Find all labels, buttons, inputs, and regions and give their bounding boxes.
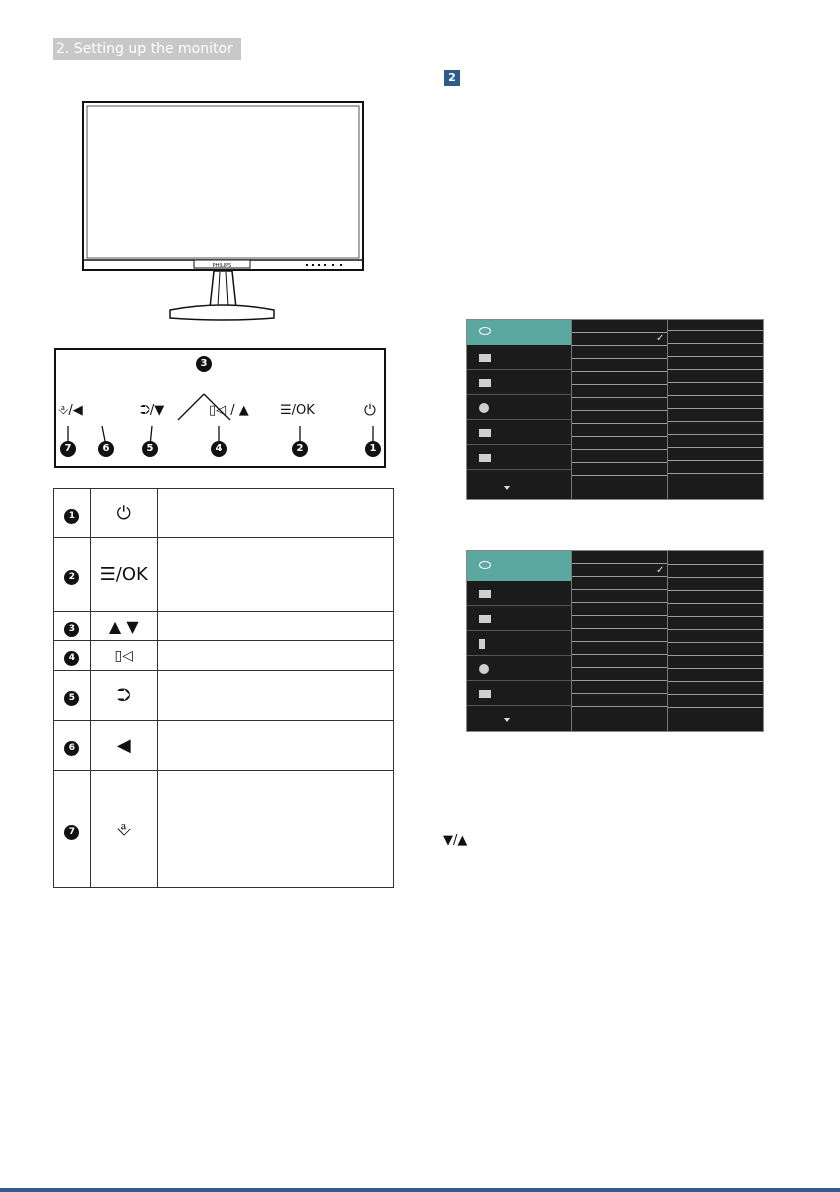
row-description [157, 641, 393, 671]
eye-icon [479, 327, 491, 335]
picture-icon [479, 615, 491, 623]
settings-icon [479, 454, 491, 462]
osd-submenu-2 [667, 551, 763, 731]
row-description [157, 771, 393, 888]
callout-4: 4 [211, 441, 227, 457]
power-icon: ⏻ [90, 489, 157, 538]
osd-item-audio [467, 631, 571, 656]
osd-item-color [467, 395, 571, 420]
input-icon [479, 590, 491, 598]
row-description [157, 671, 393, 721]
chevron-down-icon [504, 718, 510, 722]
language-icon [479, 429, 491, 437]
down-up-arrows-icon: ▼/▲ [443, 833, 468, 848]
callout-5: 5 [142, 441, 158, 457]
osd-submenu-1 [571, 551, 668, 731]
check-icon: ✓ [656, 333, 665, 344]
osd-item-picture [467, 370, 571, 395]
strip-label-audio-up: ▯◁ / ▲ [209, 403, 249, 418]
speaker-icon: ▯◁ [90, 641, 157, 671]
osd-item-lowblue [467, 320, 571, 345]
monitor-screen [87, 106, 359, 258]
osd-submenu-2 [667, 320, 763, 499]
monitor-illustration [74, 96, 374, 326]
language-icon [479, 690, 491, 698]
callout-6: 6 [98, 441, 114, 457]
osd-item-lowblue [467, 551, 571, 581]
row-number: 6 [64, 741, 79, 756]
osd-menu-2 [466, 550, 764, 732]
osd-menu-1 [466, 319, 764, 500]
row-number: 2 [64, 570, 79, 585]
row-description [157, 538, 393, 612]
eye-icon [479, 561, 491, 569]
row-number: 1 [64, 509, 79, 524]
row-description [157, 721, 393, 771]
row-number: 5 [64, 691, 79, 706]
chevron-down-icon [504, 486, 510, 490]
check-icon: ✓ [656, 565, 665, 576]
input-icon [479, 354, 491, 362]
osd-item-language [467, 420, 571, 445]
osd-item-color [467, 656, 571, 681]
osd-item-language [467, 681, 571, 706]
controls-table [53, 488, 394, 888]
callout-2: 2 [292, 441, 308, 457]
table-row [54, 489, 394, 538]
row-description [157, 489, 393, 538]
smartimage-icon: ⎀ [90, 771, 157, 888]
monitor-brand: PHILIPS [212, 263, 232, 269]
strip-label-menu-ok: ☰/OK [280, 403, 315, 418]
color-icon [479, 664, 489, 674]
osd-item-settings [467, 445, 571, 470]
osd-item-input [467, 581, 571, 606]
row-description [157, 612, 393, 641]
callout-1: 1 [365, 441, 381, 457]
osd-item-input [467, 345, 571, 370]
table-row [54, 538, 394, 612]
osd-submenu-1 [571, 320, 668, 499]
table-row [54, 771, 394, 888]
up-down-icon: ▲ ▼ [90, 612, 157, 641]
table-row [54, 721, 394, 771]
color-icon [479, 403, 489, 413]
strip-label-power: ⏻ [364, 401, 376, 419]
picture-icon [479, 379, 491, 387]
input-icon: ⮊ [90, 671, 157, 721]
row-number: 3 [64, 622, 79, 637]
table-row [54, 641, 394, 671]
osd-item-picture [467, 606, 571, 631]
row-number: 7 [64, 825, 79, 840]
callout-7: 7 [60, 441, 76, 457]
step-badge: 2 [444, 70, 460, 86]
strip-label-input-down: ⮊/▼ [140, 403, 165, 418]
footer-rule [0, 1188, 840, 1192]
menu-ok-icon: ☰/OK [90, 538, 157, 612]
strip-label-autofit-left: ⎀/◀ [58, 403, 83, 418]
row-number: 4 [64, 651, 79, 666]
back-icon: ◀ [90, 721, 157, 771]
table-row [54, 671, 394, 721]
monitor-base [170, 305, 274, 320]
audio-icon [479, 639, 485, 649]
table-row [54, 612, 394, 641]
callout-3: 3 [196, 356, 212, 372]
section-title: 2. Setting up the monitor [53, 38, 241, 60]
monitor-neck [210, 271, 236, 308]
